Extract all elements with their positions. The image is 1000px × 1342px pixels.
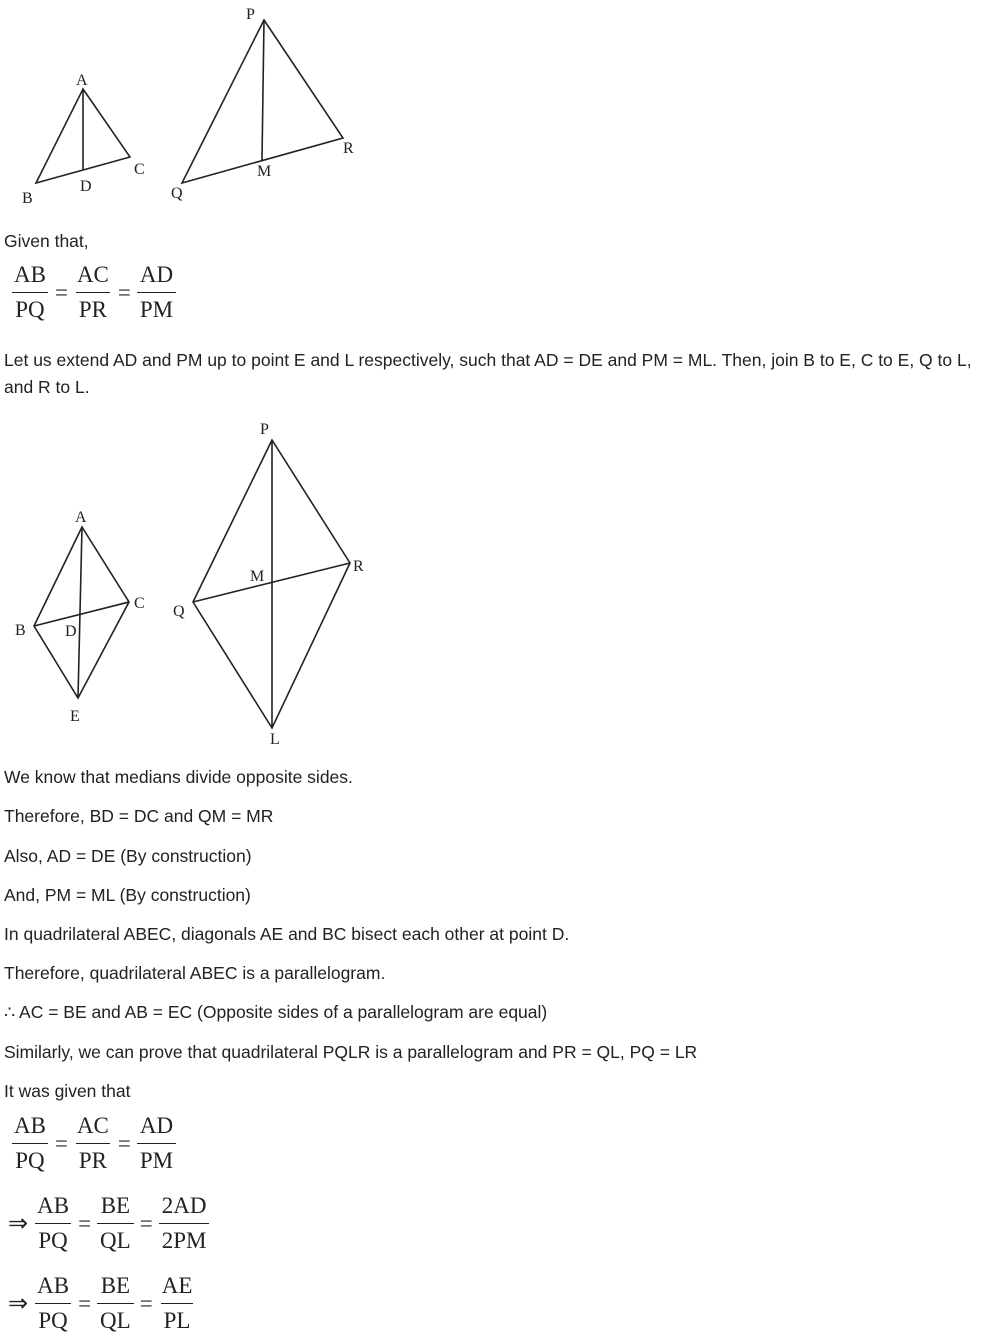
text-ad-de: Also, AD = DE (By construction) [4,846,252,866]
equation-3 [8,1193,212,1254]
fraction [11,262,49,323]
implies-arrow: ⇒ [8,1211,29,1237]
label-q: Q [173,603,185,620]
numerator: AE [161,1273,193,1298]
text-similarly: Similarly, we can prove that quadrilateral PQLR is a parallelogram and PR = QL, PQ = LR [4,1042,698,1062]
parallelograms-diagram [0,410,380,750]
equals-sign: = [78,1210,92,1236]
text-ac-be: ∴ AC = BE and AB = EC (Opposite sides of a parallelogram are equal) [4,1002,548,1022]
text-bd-dc: Therefore, BD = DC and QM = MR [4,806,274,826]
fraction [74,262,112,323]
denominator: PQ [35,1223,70,1254]
label-r: R [343,140,354,157]
numerator: BE [100,1273,131,1298]
text-parallelogram: Therefore, quadrilateral ABEC is a parallelogram. [4,963,386,983]
fraction [74,1113,112,1174]
denominator: PQ [12,292,47,323]
fraction [97,1193,134,1254]
numerator: BE [100,1193,131,1218]
denominator: PL [161,1303,194,1334]
label-p: P [260,421,269,438]
label-e: E [70,708,80,725]
numerator: AD [139,1113,174,1138]
denominator: PQ [12,1143,47,1174]
numerator: AC [76,1113,109,1138]
denominator: QL [97,1223,134,1254]
median-pm [262,20,264,160]
fraction [159,1273,196,1334]
fraction [34,1193,72,1254]
fraction [11,1113,49,1174]
equation-2 [8,1113,179,1174]
denominator: PM [137,292,176,323]
fraction [159,1193,210,1254]
label-b: B [22,190,33,207]
label-p: P [246,6,255,23]
equation-1 [8,262,179,323]
denominator: PR [76,292,110,323]
denominator: 2PM [159,1223,210,1254]
equals-sign: = [139,1210,153,1236]
label-d: D [65,623,77,640]
text-pm-ml: And, PM = ML (By construction) [4,885,251,905]
numerator: AB [37,1273,70,1298]
text-extend: Let us extend AD and PM up to point E and L respectively, such that AD = DE and PM = ML. Then, join B to E, C to E, Q to L, and R to L. [4,350,972,397]
equals-sign: = [54,279,68,305]
fraction [97,1273,134,1334]
equation-4 [8,1273,198,1334]
label-a: A [75,509,87,526]
label-q: Q [171,185,183,202]
fraction [34,1273,72,1334]
fraction [137,1113,176,1174]
label-b: B [15,622,26,639]
fraction [137,262,176,323]
denominator: PQ [35,1303,70,1334]
numerator: AC [76,262,109,287]
equals-sign: = [54,1130,68,1156]
diagonal-bc [34,602,129,626]
equals-sign: = [117,279,131,305]
label-a: A [76,72,88,89]
numerator: AD [139,262,174,287]
numerator: AB [14,1113,46,1138]
denominator: PM [137,1143,176,1174]
numerator: 2AD [161,1193,207,1218]
label-d: D [80,178,92,195]
figure-parallelograms [0,410,380,750]
text-medians: We know that medians divide opposite sides. [4,767,353,787]
text-was-given: It was given that [4,1081,131,1101]
figure-triangles [0,0,380,215]
label-c: C [134,161,145,178]
equals-sign: = [117,1130,131,1156]
label-c: C [134,595,145,612]
denominator: QL [97,1303,134,1334]
label-m: M [250,568,265,585]
diagonal-ae [78,527,82,698]
text-given: Given that, [4,231,89,251]
label-m: M [257,163,272,180]
label-l: L [270,731,280,748]
numerator: AB [14,262,46,287]
label-r: R [353,558,364,575]
text-quad-abec: In quadrilateral ABEC, diagonals AE and BC bisect each other at point D. [4,924,570,944]
numerator: AB [37,1193,70,1218]
implies-arrow: ⇒ [8,1291,29,1317]
denominator: PR [76,1143,110,1174]
triangles-diagram [0,0,380,215]
equals-sign: = [139,1290,153,1316]
equals-sign: = [78,1290,92,1316]
